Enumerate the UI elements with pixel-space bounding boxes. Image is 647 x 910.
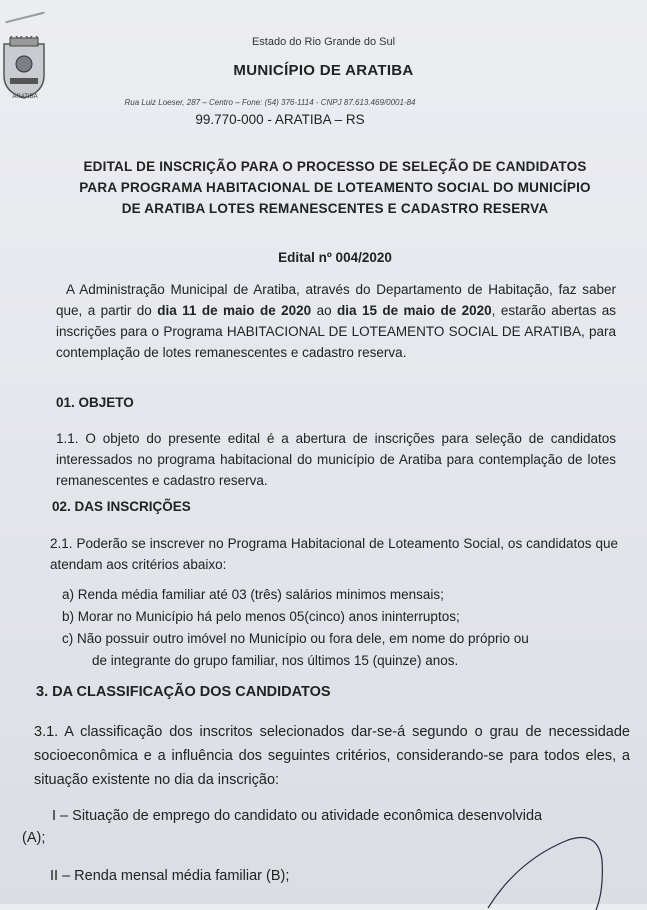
section-1-heading: 01. OBJETO [56, 395, 134, 410]
criterion-i-continued: (A); [22, 830, 46, 846]
criterion-ii: II – Renda mensal média familiar (B); [50, 868, 290, 884]
cep-line: 99.770-000 - ARATIBA – RS [195, 112, 365, 127]
criterion-i: I – Situação de emprego do candidato ou atividade econômica desenvolvida [52, 808, 543, 824]
intro-paragraph: A Administração Municipal de Aratiba, através do Departamento de Habitação, faz saber que, a partir do dia 11 de maio de 2020 ao dia 15 de maio de 2020, estarão abertas as inscrições para o Programa HABITACIONAL DE LOTEAMENTO SOCIAL DE ARATIBA, para contemplação de lotes remanescentes e cadastro reserva. [56, 282, 616, 360]
criterion-a: a) Renda média familiar até 03 (três) salários minimos mensais; [62, 587, 444, 602]
address-line: Rua Luiz Loeser, 287 – Centro – Fone: (54) 376-1114 - CNPJ 87.613.469/0001-84 [124, 98, 416, 107]
section-2-heading: 02. DAS INSCRIÇÕES [52, 499, 191, 514]
criterion-c: c) Não possuir outro imóvel no Município ou fora dele, em nome do próprio ou [62, 631, 529, 646]
municipality-name: MUNICÍPIO DE ARATIBA [233, 62, 414, 79]
state-name: Estado do Rio Grande do Sul [251, 36, 396, 48]
section-3-1-text: 3.1. A classificação dos inscritos selecionados dar-se-á segundo o grau de necessidade socioeconômica e a influência dos seguintes critérios, considerando-se para todos eles, a situação existente no dia da inscrição: [34, 724, 630, 788]
section-3-heading: 3. DA CLASSIFICAÇÃO DOS CANDIDATOS [36, 684, 331, 700]
page-fold-mark [0, 0, 45, 23]
crest-label: ARATIBA [12, 94, 38, 100]
criterion-c-continued: de integrante do grupo familiar, nos últimos 15 (quinze) anos. [92, 653, 459, 668]
handwritten-signature-mark [478, 820, 647, 910]
section-2-1-text: 2.1. Poderão se inscrever no Programa Habitacional de Loteamento Social, os candidatos que atendam aos critérios abaixo: [50, 536, 618, 572]
section-1-1-text: 1.1. O objeto do presente edital é a abertura de inscrições para seleção de candidatos interessados no programa habitacional do município de Aratiba para contemplação de lotes remanescentes e cadastro reserva. [56, 431, 616, 488]
criterion-b: b) Morar no Município há pelo menos 05(cinco) anos ininterruptos; [62, 609, 460, 624]
document-title: EDITAL DE INSCRIÇÃO PARA O PROCESSO DE SELEÇÃO DE CANDIDATOS PARA PROGRAMA HABITACIONAL DE LOTEAMENTO SOCIAL DO MUNICÍPIO DE ARATIBA LOTES REMANESCENTES E CADASTRO RESERVA [79, 159, 591, 216]
edital-number: Edital nº 004/2020 [278, 250, 392, 265]
